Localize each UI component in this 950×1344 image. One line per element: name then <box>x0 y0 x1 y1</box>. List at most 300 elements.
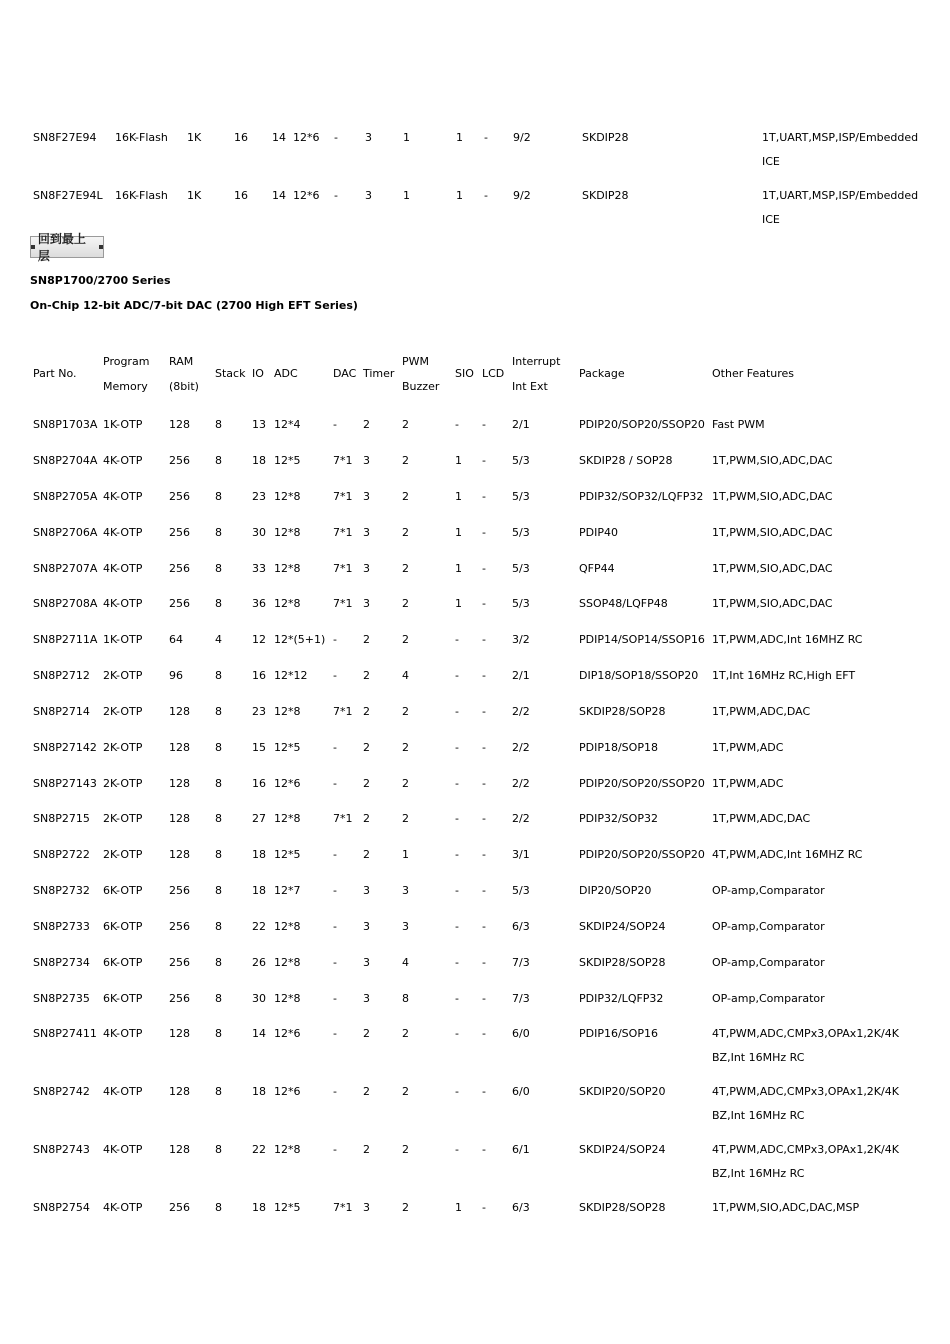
package: SKDIP28 / SOP28 <box>579 454 673 467</box>
interrupt: 7/3 <box>512 956 530 969</box>
adc: 12*5 <box>274 741 301 754</box>
interrupt: 7/3 <box>512 992 530 1005</box>
interrupt: 5/3 <box>512 562 530 575</box>
program-memory: 2K-OTP <box>103 705 143 718</box>
header-ram-bits: (8bit) <box>169 380 199 393</box>
table-row <box>0 848 950 868</box>
interrupt: 3/1 <box>512 848 530 861</box>
table-row <box>0 956 950 976</box>
ram: 1K <box>187 131 202 144</box>
dac: - <box>333 992 337 1005</box>
other-features: OP-amp,Comparator <box>712 920 825 933</box>
table-row <box>0 454 950 474</box>
adc: 12*7 <box>274 884 301 897</box>
header-ram: RAM <box>169 355 194 368</box>
io: 14 <box>252 1027 266 1040</box>
part-no: SN8P2712 <box>33 669 90 682</box>
interrupt: 6/3 <box>512 920 530 933</box>
other-features: OP-amp,Comparator <box>712 884 825 897</box>
table-row <box>0 490 950 510</box>
adc: 12*12 <box>274 669 308 682</box>
package: PDIP32/LQFP32 <box>579 992 664 1005</box>
part-no: SN8P2705A <box>33 490 98 503</box>
table-row <box>0 777 950 797</box>
other-features: 1T,PWM,SIO,ADC,DAC,MSP <box>712 1201 860 1214</box>
adc: 12*6 <box>274 1085 301 1098</box>
interrupt: 9/2 <box>513 189 531 202</box>
pwm-buzzer: 2 <box>402 633 409 646</box>
part-no: SN8P2733 <box>33 920 90 933</box>
bullet-icon <box>31 245 35 249</box>
sio: - <box>455 633 459 646</box>
part-no: SN8P2732 <box>33 884 90 897</box>
other-features: 1T,PWM,ADC,DAC <box>712 705 811 718</box>
interrupt: 5/3 <box>512 526 530 539</box>
package: PDIP32/SOP32/LQFP32 <box>579 490 704 503</box>
interrupt: 5/3 <box>512 490 530 503</box>
dac: 7*1 <box>333 490 353 503</box>
table-row <box>0 562 950 582</box>
pwm-buzzer: 4 <box>402 669 409 682</box>
table-row <box>0 992 950 1012</box>
table-row <box>0 705 950 725</box>
timer: 3 <box>363 884 370 897</box>
io: 22 <box>252 1143 266 1156</box>
timer: 3 <box>363 992 370 1005</box>
header-sio: SIO <box>455 367 474 380</box>
lcd: - <box>482 1143 486 1156</box>
program-memory: 4K-OTP <box>103 1201 143 1214</box>
stack: 8 <box>215 812 222 825</box>
adc: 12*8 <box>274 490 301 503</box>
timer: 2 <box>363 705 370 718</box>
header-io: IO <box>252 367 264 380</box>
lcd: - <box>482 848 486 861</box>
table-row <box>0 1085 950 1122</box>
timer: 2 <box>363 1085 370 1098</box>
stack: 8 <box>215 1143 222 1156</box>
ram: 128 <box>169 1085 190 1098</box>
package: SKDIP28 <box>582 131 629 144</box>
part-no: SN8P2754 <box>33 1201 90 1214</box>
dac: 7*1 <box>333 705 353 718</box>
table-row <box>0 741 950 761</box>
timer: 3 <box>363 956 370 969</box>
dac: - <box>333 777 337 790</box>
timer: 3 <box>365 189 372 202</box>
stack: 8 <box>215 992 222 1005</box>
io: 18 <box>252 848 266 861</box>
stack: 8 <box>215 777 222 790</box>
adc: 12*6 <box>293 131 320 144</box>
interrupt: 2/1 <box>512 418 530 431</box>
program-memory: 6K-OTP <box>103 920 143 933</box>
other-features-cont: ICE <box>762 155 780 168</box>
package: PDIP20/SOP20/SSOP20 <box>579 848 705 861</box>
timer: 3 <box>363 526 370 539</box>
stack: 8 <box>215 526 222 539</box>
lcd: - <box>482 812 486 825</box>
adc: 12*8 <box>274 562 301 575</box>
stack: 8 <box>215 669 222 682</box>
ram: 96 <box>169 669 183 682</box>
timer: 3 <box>363 1201 370 1214</box>
stack: 16 <box>234 189 248 202</box>
other-features: 1T,PWM,ADC,Int 16MHZ RC <box>712 633 863 646</box>
program-memory: 6K-OTP <box>103 956 143 969</box>
ram: 256 <box>169 920 190 933</box>
program-memory: 1K-OTP <box>103 418 143 431</box>
ram: 256 <box>169 454 190 467</box>
program-memory: 4K-OTP <box>103 454 143 467</box>
io: 23 <box>252 705 266 718</box>
pwm-buzzer: 2 <box>402 1027 409 1040</box>
lcd: - <box>482 992 486 1005</box>
stack: 8 <box>215 418 222 431</box>
interrupt: 6/0 <box>512 1085 530 1098</box>
part-no: SN8P2711A <box>33 633 98 646</box>
stack: 8 <box>215 956 222 969</box>
header-pwm: PWM <box>402 355 430 368</box>
part-no: SN8P2742 <box>33 1085 90 1098</box>
timer: 2 <box>363 669 370 682</box>
header-int-ext: Int Ext <box>512 380 548 393</box>
pwm-buzzer: 2 <box>402 1143 409 1156</box>
program-memory: 4K-OTP <box>103 1085 143 1098</box>
dac: - <box>333 848 337 861</box>
adc: 12*8 <box>274 1143 301 1156</box>
other-features: 4T,PWM,ADC,CMPx3,OPAx1,2K/4K <box>712 1027 899 1040</box>
other-features: 1T,PWM,SIO,ADC,DAC <box>712 597 833 610</box>
pwm-buzzer: 3 <box>402 884 409 897</box>
stack: 16 <box>234 131 248 144</box>
io: 12 <box>252 633 266 646</box>
stack: 8 <box>215 848 222 861</box>
dac: - <box>333 633 337 646</box>
other-features: 1T,PWM,SIO,ADC,DAC <box>712 454 833 467</box>
lcd: - <box>484 131 488 144</box>
part-no: SN8P27143 <box>33 777 97 790</box>
other-features: 1T,PWM,ADC <box>712 777 784 790</box>
timer: 2 <box>363 1143 370 1156</box>
sio: - <box>455 418 459 431</box>
package: PDIP40 <box>579 526 618 539</box>
lcd: - <box>482 633 486 646</box>
header-stack: Stack <box>215 367 246 380</box>
stack: 4 <box>215 633 222 646</box>
pwm-buzzer: 2 <box>402 454 409 467</box>
ram: 256 <box>169 526 190 539</box>
sio: 1 <box>455 490 462 503</box>
interrupt: 5/3 <box>512 454 530 467</box>
ram: 1K <box>187 189 202 202</box>
part-no: SN8P1703A <box>33 418 98 431</box>
lcd: - <box>482 597 486 610</box>
stack: 8 <box>215 597 222 610</box>
io: 18 <box>252 884 266 897</box>
program-memory: 1K-OTP <box>103 633 143 646</box>
io: 36 <box>252 597 266 610</box>
table-row <box>0 1143 950 1180</box>
part-no: SN8P2734 <box>33 956 90 969</box>
lcd: - <box>482 920 486 933</box>
other-features: 4T,PWM,ADC,Int 16MHZ RC <box>712 848 863 861</box>
sio: - <box>455 920 459 933</box>
adc: 12*6 <box>274 777 301 790</box>
program-memory: 2K-OTP <box>103 777 143 790</box>
io: 14 <box>272 131 286 144</box>
lcd: - <box>482 418 486 431</box>
io: 33 <box>252 562 266 575</box>
dac: - <box>333 1143 337 1156</box>
back-to-top-button[interactable] <box>30 232 104 263</box>
other-features: 1T,PWM,ADC <box>712 741 784 754</box>
header-program: Program <box>103 355 150 368</box>
table-row <box>0 597 950 617</box>
table-row <box>0 1201 950 1221</box>
adc: 12*(5+1) <box>274 633 326 646</box>
pwm-buzzer: 3 <box>402 920 409 933</box>
stack: 8 <box>215 705 222 718</box>
pwm-buzzer: 1 <box>402 848 409 861</box>
part-no: SN8P2715 <box>33 812 90 825</box>
other-features: 1T,UART,MSP,ISP/Embedded <box>762 189 919 202</box>
io: 30 <box>252 526 266 539</box>
header-buzzer: Buzzer <box>402 380 440 393</box>
io: 23 <box>252 490 266 503</box>
dac: 7*1 <box>333 597 353 610</box>
sio: 1 <box>455 454 462 467</box>
dac: - <box>333 418 337 431</box>
other-features: 1T,Int 16MHz RC,High EFT <box>712 669 856 682</box>
io: 18 <box>252 1201 266 1214</box>
interrupt: 9/2 <box>513 131 531 144</box>
pwm-buzzer: 2 <box>402 526 409 539</box>
sio: 1 <box>455 562 462 575</box>
lcd: - <box>482 705 486 718</box>
stack: 8 <box>215 454 222 467</box>
program-memory: 4K-OTP <box>103 1143 143 1156</box>
timer: 3 <box>363 597 370 610</box>
dac: 7*1 <box>333 812 353 825</box>
dac: 7*1 <box>333 1201 353 1214</box>
io: 27 <box>252 812 266 825</box>
interrupt: 6/1 <box>512 1143 530 1156</box>
program-memory: 6K-OTP <box>103 884 143 897</box>
dac: 7*1 <box>333 526 353 539</box>
ram: 256 <box>169 562 190 575</box>
package: SKDIP28/SOP28 <box>579 1201 666 1214</box>
header-dac: DAC <box>333 367 357 380</box>
header-package: Package <box>579 367 625 380</box>
part-no: SN8P2735 <box>33 992 90 1005</box>
stack: 8 <box>215 562 222 575</box>
header-lcd: LCD <box>482 367 505 380</box>
io: 18 <box>252 1085 266 1098</box>
lcd: - <box>482 526 486 539</box>
io: 16 <box>252 777 266 790</box>
io: 22 <box>252 920 266 933</box>
table-row <box>0 1027 950 1064</box>
lcd: - <box>482 741 486 754</box>
program-memory: 4K-OTP <box>103 597 143 610</box>
ram: 128 <box>169 1143 190 1156</box>
program-memory: 2K-OTP <box>103 848 143 861</box>
io: 15 <box>252 741 266 754</box>
lcd: - <box>482 669 486 682</box>
package: DIP20/SOP20 <box>579 884 652 897</box>
package: SKDIP28/SOP28 <box>579 956 666 969</box>
dac: - <box>334 189 338 202</box>
program-memory: 4K-OTP <box>103 562 143 575</box>
other-features: OP-amp,Comparator <box>712 992 825 1005</box>
io: 30 <box>252 992 266 1005</box>
other-features-cont: BZ,Int 16MHz RC <box>712 1167 805 1180</box>
ram: 256 <box>169 956 190 969</box>
sio: - <box>455 777 459 790</box>
pwm-buzzer: 2 <box>402 812 409 825</box>
pwm-buzzer: 2 <box>402 490 409 503</box>
timer: 3 <box>363 920 370 933</box>
series-title: SN8P1700/2700 Series <box>30 274 171 287</box>
header-timer: Timer <box>363 367 395 380</box>
part-no: SN8F27E94 <box>33 131 97 144</box>
dac: 7*1 <box>333 562 353 575</box>
other-features: OP-amp,Comparator <box>712 956 825 969</box>
stack: 8 <box>215 920 222 933</box>
header-memory: Memory <box>103 380 148 393</box>
ram: 128 <box>169 812 190 825</box>
part-no: SN8P2722 <box>33 848 90 861</box>
sio: - <box>455 956 459 969</box>
package: SSOP48/LQFP48 <box>579 597 668 610</box>
dac: - <box>333 741 337 754</box>
timer: 2 <box>363 848 370 861</box>
other-features-cont: BZ,Int 16MHz RC <box>712 1051 805 1064</box>
sio: 1 <box>455 526 462 539</box>
other-features: 4T,PWM,ADC,CMPx3,OPAx1,2K/4K <box>712 1085 899 1098</box>
package: PDIP18/SOP18 <box>579 741 658 754</box>
sio: - <box>455 812 459 825</box>
other-features-cont: BZ,Int 16MHz RC <box>712 1109 805 1122</box>
timer: 2 <box>363 741 370 754</box>
table-row <box>0 920 950 940</box>
ram: 256 <box>169 992 190 1005</box>
program-memory: 4K-OTP <box>103 526 143 539</box>
package: SKDIP28 <box>582 189 629 202</box>
stack: 8 <box>215 741 222 754</box>
dac: - <box>333 669 337 682</box>
package: SKDIP24/SOP24 <box>579 920 666 933</box>
program-memory: 4K-OTP <box>103 1027 143 1040</box>
package: PDIP16/SOP16 <box>579 1027 658 1040</box>
sio: - <box>455 1143 459 1156</box>
ram: 128 <box>169 418 190 431</box>
pwm-buzzer: 2 <box>402 418 409 431</box>
header-other-features: Other Features <box>712 367 795 380</box>
interrupt: 5/3 <box>512 884 530 897</box>
part-no: SN8P27142 <box>33 741 97 754</box>
io: 14 <box>272 189 286 202</box>
timer: 3 <box>363 454 370 467</box>
package: PDIP20/SOP20/SSOP20 <box>579 777 705 790</box>
pwm: 1 <box>403 131 410 144</box>
sio: - <box>455 1027 459 1040</box>
adc: 12*8 <box>274 812 301 825</box>
series-subtitle: On-Chip 12-bit ADC/7-bit DAC (2700 High EFT Series) <box>30 299 358 312</box>
sio: 1 <box>455 597 462 610</box>
header-part-no: Part No. <box>33 367 77 380</box>
other-features: 1T,UART,MSP,ISP/Embedded <box>762 131 919 144</box>
ram: 256 <box>169 597 190 610</box>
package: PDIP20/SOP20/SSOP20 <box>579 418 705 431</box>
interrupt: 2/2 <box>512 777 530 790</box>
sio: - <box>455 669 459 682</box>
adc: 12*8 <box>274 705 301 718</box>
interrupt: 6/3 <box>512 1201 530 1214</box>
program-memory: 4K-OTP <box>103 490 143 503</box>
table-row <box>0 189 950 226</box>
dac: 7*1 <box>333 454 353 467</box>
interrupt: 5/3 <box>512 597 530 610</box>
dac: - <box>333 1085 337 1098</box>
adc: 12*8 <box>274 956 301 969</box>
header-interrupt: Interrupt <box>512 355 561 368</box>
timer: 2 <box>363 633 370 646</box>
pwm-buzzer: 2 <box>402 562 409 575</box>
lcd: - <box>482 454 486 467</box>
sio: 1 <box>455 1201 462 1214</box>
other-features: 1T,PWM,SIO,ADC,DAC <box>712 490 833 503</box>
other-features: Fast PWM <box>712 418 765 431</box>
io: 18 <box>252 454 266 467</box>
other-features: 4T,PWM,ADC,CMPx3,OPAx1,2K/4K <box>712 1143 899 1156</box>
program-memory: 16K-Flash <box>115 131 168 144</box>
adc: 12*5 <box>274 1201 301 1214</box>
sio: - <box>455 884 459 897</box>
sio: - <box>455 1085 459 1098</box>
adc: 12*8 <box>274 920 301 933</box>
pwm-buzzer: 2 <box>402 1201 409 1214</box>
interrupt: 2/2 <box>512 741 530 754</box>
program-memory: 6K-OTP <box>103 992 143 1005</box>
timer: 3 <box>363 490 370 503</box>
part-no: SN8P2743 <box>33 1143 90 1156</box>
adc: 12*5 <box>274 848 301 861</box>
part-no: SN8P2707A <box>33 562 98 575</box>
package: SKDIP24/SOP24 <box>579 1143 666 1156</box>
timer: 3 <box>365 131 372 144</box>
ram: 128 <box>169 848 190 861</box>
stack: 8 <box>215 1085 222 1098</box>
other-features-cont: ICE <box>762 213 780 226</box>
package: SKDIP28/SOP28 <box>579 705 666 718</box>
lcd: - <box>482 1027 486 1040</box>
pwm-buzzer: 8 <box>402 992 409 1005</box>
ram: 128 <box>169 777 190 790</box>
part-no: SN8P2704A <box>33 454 98 467</box>
program-memory: 2K-OTP <box>103 741 143 754</box>
dac: - <box>333 956 337 969</box>
part-no: SN8F27E94L <box>33 189 103 202</box>
adc: 12*5 <box>274 454 301 467</box>
adc: 12*8 <box>274 526 301 539</box>
interrupt: 2/2 <box>512 705 530 718</box>
timer: 2 <box>363 1027 370 1040</box>
table-row <box>0 418 950 438</box>
package: PDIP14/SOP14/SSOP16 <box>579 633 705 646</box>
lcd: - <box>482 562 486 575</box>
